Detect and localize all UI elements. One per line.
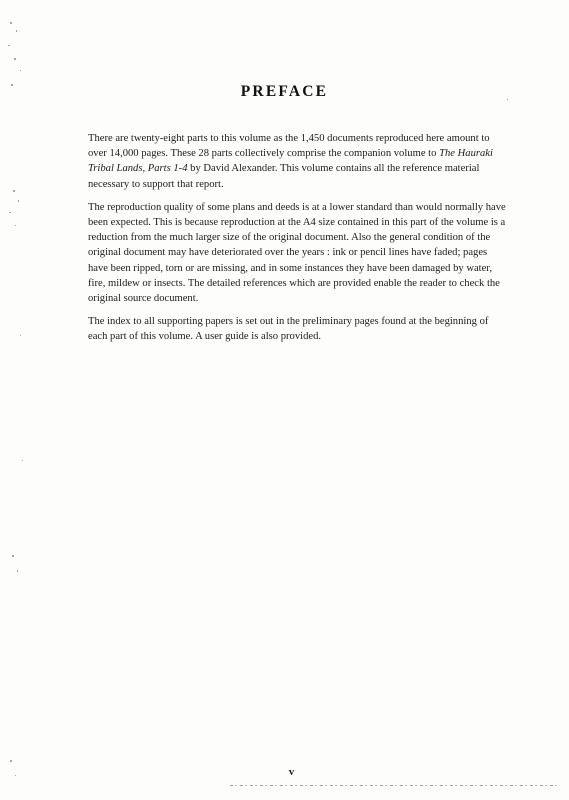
page-number: v bbox=[288, 766, 295, 778]
paragraph-1 bbox=[88, 131, 506, 192]
scan-speck bbox=[12, 555, 14, 557]
scan-speck bbox=[17, 570, 18, 572]
scan-speck bbox=[9, 212, 11, 213]
scan-edge-line bbox=[230, 785, 560, 786]
scan-speck bbox=[14, 58, 16, 60]
paragraph-1-text: There are twenty-eight parts to this volume as the 1,450 documents reproduced here amount to over 14,000 pages. These 28 parts collectively comprise the companion volume to bbox=[88, 133, 490, 160]
scan-speck bbox=[15, 225, 16, 226]
scan-speck bbox=[10, 22, 12, 24]
paragraph-1-text-end: by David Alexander. This volume contains all the reference material necessary to support that report. bbox=[88, 163, 480, 190]
scan-speck bbox=[10, 760, 12, 762]
scan-speck bbox=[13, 190, 15, 192]
scan-speck bbox=[18, 200, 19, 202]
body-text bbox=[88, 131, 506, 353]
scan-speck bbox=[22, 460, 23, 461]
scan-speck bbox=[16, 30, 17, 32]
scan-speck bbox=[20, 335, 21, 336]
paragraph-2: The reproduction quality of some plans and deeds is at a lower standard than would normally have been expected. This is because reproduction at the A4 size contained in this part of the volume is a reduction from the much larger size of the original document. Also the general condition of the original document may have deteriorated over the years : ink or pencil lines have faded; pages have been ripped, torn or are missing, and in some instances they have been damaged by water, fire, mildew or insects. The detailed references which are provided enable the reader to check the original source document. bbox=[88, 201, 506, 305]
page-title: PREFACE bbox=[240, 83, 329, 100]
book-title: The Hauraki Tribal Lands, Parts 1-4 bbox=[88, 148, 493, 175]
scan-speck bbox=[8, 45, 10, 46]
scan-speck bbox=[20, 70, 21, 71]
paragraph-3: The index to all supporting papers is set out in the preliminary pages found at the beginning of each part of this volume. A user guide is also provided. bbox=[88, 316, 489, 343]
